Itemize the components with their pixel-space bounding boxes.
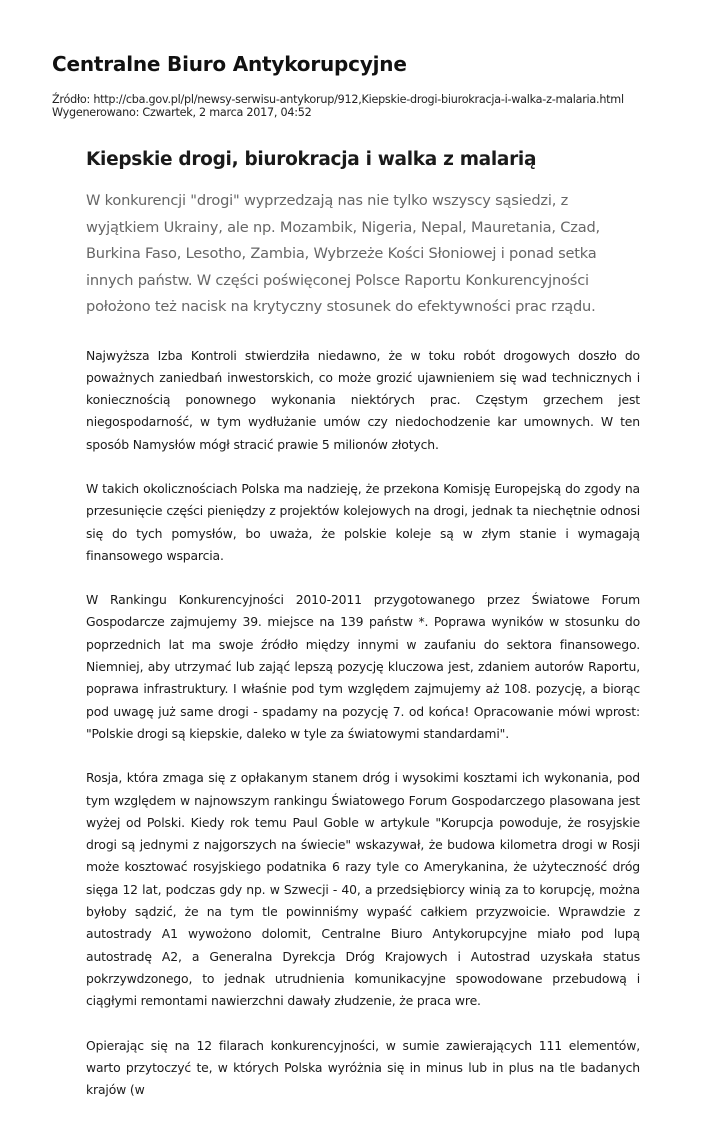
site-title: Centralne Biuro Antykorupcyjne — [52, 52, 407, 76]
paragraph: Najwyższa Izba Kontroli stwierdziła niedawno, że w toku robót drogowych doszło do poważnych zaniedbań inwestorskich, co może grozić ujawnieniem się wad technicznych i koniecznością ponownego wykonania niektórych prac. Częstym grzechem jest niegospodarność, w tym wydłużanie umów czy niedochodzenie kar umownych. W ten sposób Namysłów mógł stracić prawie 5 milionów złotych. — [86, 347, 640, 452]
paragraph: W Rankingu Konkurencyjności 2010-2011 przygotowanego przez Światowe Forum Gospodarcze zajmujemy 39. miejsce na 139 państw *. Poprawa wyników w stosunku do poprzednich lat ma swoje źródło między innymi w zaufaniu do sektora finansowego. Niemniej, aby utrzymać lub zająć lepszą pozycję kluczowa jest, zdaniem autorów Raportu, poprawa infrastruktury. I właśnie pod tym względem zajmujemy aż 108. pozycję, a biorąc pod uwagę już same drogi - spadamy na pozycję 7. od końca! Opracowanie mówi wprost: "Polskie drogi są kiepskie, daleko w tyle za światowymi standardami". — [86, 592, 640, 741]
article-lead: W konkurencji "drogi" wyprzedzają nas nie tylko wszyscy sąsiedzi, z wyjątkiem Ukrainy, ale np. Mozambik, Nigeria, Nepal, Mauretania, Czad, Burkina Faso, Lesotho, Zambia, Wybrzeże Kości Słoniowej i ponad setka innych państw. W części poświęconej Polsce Raportu Konkurencyjności położono też nacisk na krytyczny stosunek do efektywności prac rządu. — [86, 192, 600, 315]
paragraph: W takich okolicznościach Polska ma nadzieję, że przekona Komisję Europejską do zgody na przesunięcie części pieniędzy z projektów kolejowych na drogi, jednak ta niechętnie odnosi się do tych pomysłów, bo uważa, że polskie koleje są w złym stanie i wymagają finansowego wsparcia. — [86, 480, 640, 563]
article-body — [86, 345, 640, 1102]
paragraph: Opierając się na 12 filarach konkurencyjności, w sumie zawierających 111 elementów, warto przytoczyć te, w których Polska wyróżnia się in minus lub in plus na tle badanych krajów (w — [86, 1037, 640, 1098]
article-title: Kiepskie drogi, biurokracja i walka z malarią — [86, 149, 537, 170]
generated-line: Wygenerowano: Czwartek, 2 marca 2017, 04:52 — [52, 106, 312, 119]
paragraph: Rosja, która zmaga się z opłakanym stanem dróg i wysokimi kosztami ich wykonania, pod tym względem w najnowszym rankingu Światowego Forum Gospodarczego plasowana jest wyżej od Polski. Kiedy rok temu Paul Goble w artykule "Korupcja powoduje, że rosyjskie drogi są jednymi z najgorszych na świecie" wskazywał, że budowa kilometra drogi w Rosji może kosztować rosyjskiego podatnika 6 razy tyle co Amerykanina, że użyteczność dróg sięga 12 lat, podczas gdy np. w Szwecji - 40, a przedsiębiorcy winią za to korupcję, można byłoby sądzić, że na tym tle powinniśmy wypaść całkiem przyzwoicie. Wprawdzie z autostrady A1 wywożono dolomit, Centralne Biuro Antykorupcyjne miało pod lupą autostradę A2, a Generalna Dyrekcja Dróg Krajowych i Autostrad uzyskała status pokrzywdzonego, to jednak utrudnienia komunikacyjne spowodowane przebudową i ciągłymi remontami nawierzchni dawały złudzenie, że praca wre. — [86, 770, 640, 1009]
article — [86, 146, 640, 1123]
document-meta — [52, 93, 692, 119]
source-line: Źródło: http://cba.gov.pl/pl/newsy-serwisu-antykorup/912,Kiepskie-drogi-biurokracja-i-walka-z-malaria.html — [52, 93, 624, 106]
